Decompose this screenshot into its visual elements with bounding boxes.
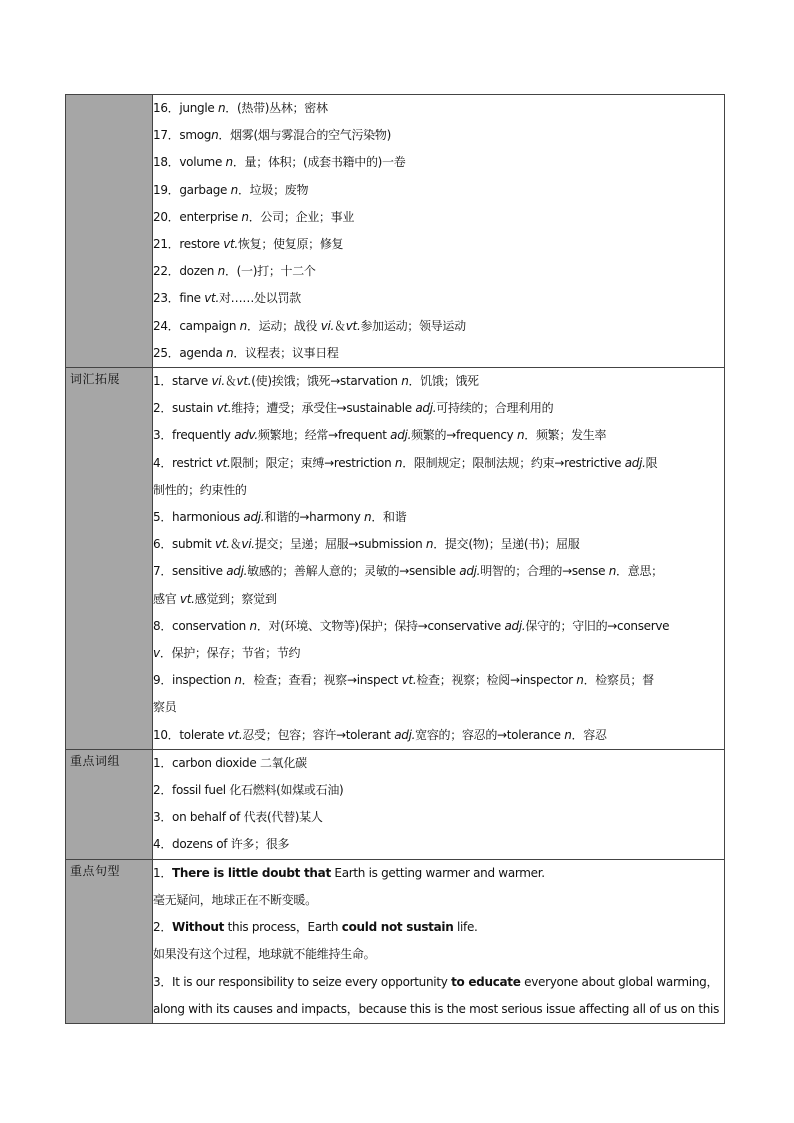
list-item: v．保护；保存；节省；节约 bbox=[153, 646, 301, 661]
list-item: 3．frequently adv.频繁地；经常→frequent adj.频繁的→frequency n．频繁；发生率 bbox=[153, 428, 607, 443]
key-phrases-row bbox=[66, 749, 725, 859]
section-label: 重点词组 bbox=[70, 753, 121, 768]
list-item: 9．inspection n．检查；查看；视察→inspect vt.检查；视察；检阅→inspector n．检察员；督 bbox=[153, 673, 654, 688]
list-item: 6．submit vt.＆vi.提交；呈递；屈服→submission n．提交(物)；呈递(书)；屈服 bbox=[153, 537, 580, 552]
list-item: 23．fine vt.对……处以罚款 bbox=[153, 291, 301, 306]
list-item: 4．dozens of 许多；很多 bbox=[153, 837, 290, 852]
list-item: 2．sustain vt.维持；遭受；承受住→sustainable adj.可持续的；合理利用的 bbox=[153, 401, 554, 416]
list-item: 毫无疑问，地球正在不断变暖。 bbox=[153, 892, 317, 907]
list-item: 21．restore vt.恢复；使复原；修复 bbox=[153, 237, 344, 252]
word-extension-row bbox=[66, 368, 725, 750]
list-item: 1．There is little doubt that Earth is getting warmer and warmer. bbox=[153, 865, 545, 880]
list-item: along with its causes and impacts，because this is the most serious issue affecting all of us on this bbox=[153, 1001, 720, 1016]
section-label-cell bbox=[66, 749, 153, 859]
list-item: 10．tolerate vt.忍受；包容；容许→tolerant adj.宽容的；容忍的→tolerance n．容忍 bbox=[153, 727, 607, 742]
list-item: 7．sensitive adj.敏感的；善解人意的；灵敏的→sensible adj.明智的；合理的→sense n．意思； bbox=[153, 564, 663, 579]
list-item: 3．on behalf of 代表(代替)某人 bbox=[153, 810, 323, 825]
list-item: 3．It is our responsibility to seize every opportunity to educate everyone about global warming， bbox=[153, 974, 719, 989]
key-sentences-row bbox=[66, 859, 725, 1023]
list-item: 24．campaign n．运动；战役 vi.＆vt.参加运动；领导运动 bbox=[153, 318, 466, 333]
list-item: 察员 bbox=[153, 700, 177, 715]
list-item: 8．conservation n．对(环境、文物等)保护；保持→conservative adj.保守的；守旧的→conserve bbox=[153, 618, 670, 633]
section-content-cell bbox=[153, 749, 725, 859]
section-label-cell bbox=[66, 95, 153, 368]
list-item: 5．harmonious adj.和谐的→harmony n．和谐 bbox=[153, 510, 407, 525]
list-item: 2．fossil fuel 化石燃料(如煤或石油) bbox=[153, 783, 344, 798]
list-item: 22．dozen n．(一)打；十二个 bbox=[153, 264, 316, 279]
list-item: 1．carbon dioxide 二氧化碳 bbox=[153, 755, 307, 770]
section-label: 重点句型 bbox=[70, 863, 121, 878]
section-label-cell bbox=[66, 368, 153, 750]
list-item: 20．enterprise n．公司；企业；事业 bbox=[153, 209, 355, 224]
list-item: 制性的；约束性的 bbox=[153, 482, 247, 497]
list-item: 18．volume n．量；体积；(成套书籍中的)一卷 bbox=[153, 155, 406, 170]
list-item: 17．smogn．烟雾(烟与雾混合的空气污染物) bbox=[153, 128, 391, 143]
list-item: 感官 vt.感觉到；察觉到 bbox=[153, 591, 277, 606]
vocabulary-list-row bbox=[66, 95, 725, 368]
section-content-cell bbox=[153, 368, 725, 750]
section-content-cell bbox=[153, 859, 725, 1023]
list-item: 2．Without this process，Earth could not sustain life. bbox=[153, 920, 478, 935]
list-item: 如果没有这个过程，地球就不能维持生命。 bbox=[153, 947, 376, 962]
list-item: 4．restrict vt.限制；限定；束缚→restriction n．限制规定；限制法规；约束→restrictive adj.限 bbox=[153, 455, 658, 470]
list-item: 1．starve vi.＆vt.(使)挨饿；饿死→starvation n．饥饿；饿死 bbox=[153, 374, 479, 389]
section-label bbox=[66, 95, 152, 97]
section-content-cell bbox=[153, 95, 725, 368]
list-item: 16．jungle n．(热带)丛林；密林 bbox=[153, 101, 328, 115]
list-item: 25．agenda n．议程表；议事日程 bbox=[153, 345, 339, 360]
section-label: 词汇拓展 bbox=[70, 372, 121, 387]
list-item: 19．garbage n．垃圾；废物 bbox=[153, 182, 309, 197]
vocabulary-table bbox=[65, 94, 725, 1024]
section-label-cell bbox=[66, 859, 153, 1023]
